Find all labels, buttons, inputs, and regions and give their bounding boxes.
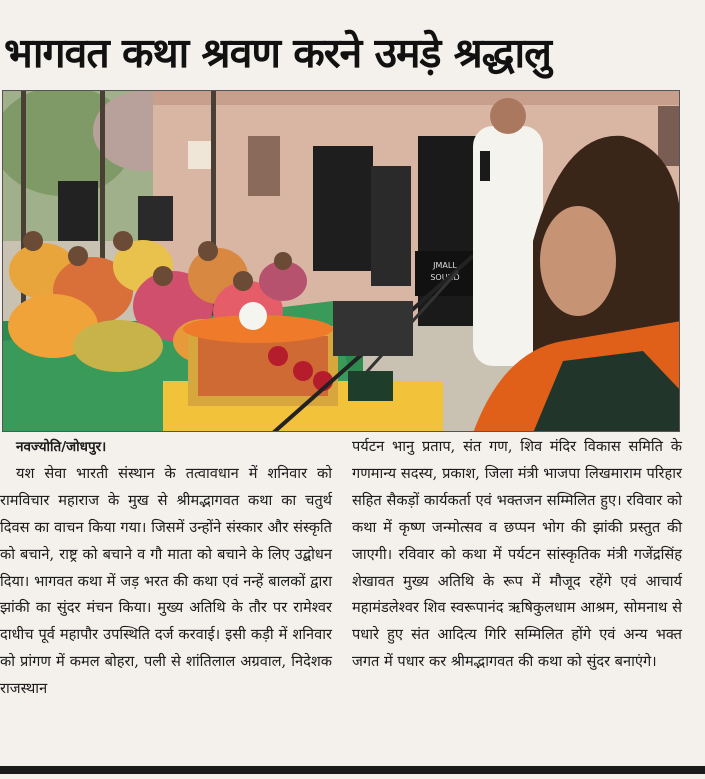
headline: भागवत कथा श्रवण करने उमड़े श्रद्धालु — [4, 29, 551, 77]
banner-text: JMALL — [433, 261, 457, 270]
article-right-column — [352, 434, 682, 676]
article-paragraph: पर्यटन भानु प्रताप, संत गण, शिव मंदिर विकास समिति के गणमान्य सदस्य, प्रकाश, जिला मंत्री भाजपा लिखमाराम परिहार सहित सैकड़ों कार्यकर्ता एवं भक्तजन सम्मिलित हुए। रविवार को कथा में कृष्ण जन्मोत्सव व छप्पन भोग की झांकी प्रस्तुत की जाएगी। रविवार को कथा में पर्यटन सांस्कृतिक मंत्री गजेंद्रसिंह शेखावत मुख्य अतिथि के रूप में मौजूद रहेंगे एवं आचार्य महामंडलेश्वर शिव स्वरूपानंद ऋषिकुलधाम आश्रम, सोमनाथ से पधारे हुए संत आदित्य गिरि सम्मिलित होंगे एवं अन्य भक्त जगत में पधार कर श्रीमद्भागवत की कथा को सुंदर बनाएंगे। — [352, 438, 682, 671]
page-rule — [0, 766, 705, 774]
banner-text: SOUND — [430, 273, 460, 282]
article-paragraph: यश सेवा भारती संस्थान के तत्वावधान में शनिवार को रामविचार महाराज के मुख से श्रीमद्भागवत कथा का चतुर्थ दिवस का वाचन किया गया। जिसमें उन्होंने संस्कार और संस्कृति को बचाने, राष्ट्र को बचाने व गौ माता को बचाने के लिए उद्बोधन दिया। भागवत कथा में जड़ भरत की कथा एवं नन्हें बालकों द्वारा झांकी का सुंदर मंचन किया। मुख्य अतिथि के तौर पर रामेश्वर दाधीच पूर्व महापौर उपस्थिति दर्ज करवाई। इसी कड़ी में शनिवार को प्रांगण में कमल बोहरा, पली से शांतिलाल अग्रवाल, निदेशक राजस्थान — [0, 464, 332, 698]
standing-speaker — [473, 98, 543, 366]
dateline: नवज्योति/जोधपुर। — [16, 439, 107, 455]
article-left-column — [0, 434, 332, 703]
event-photo — [2, 90, 680, 432]
